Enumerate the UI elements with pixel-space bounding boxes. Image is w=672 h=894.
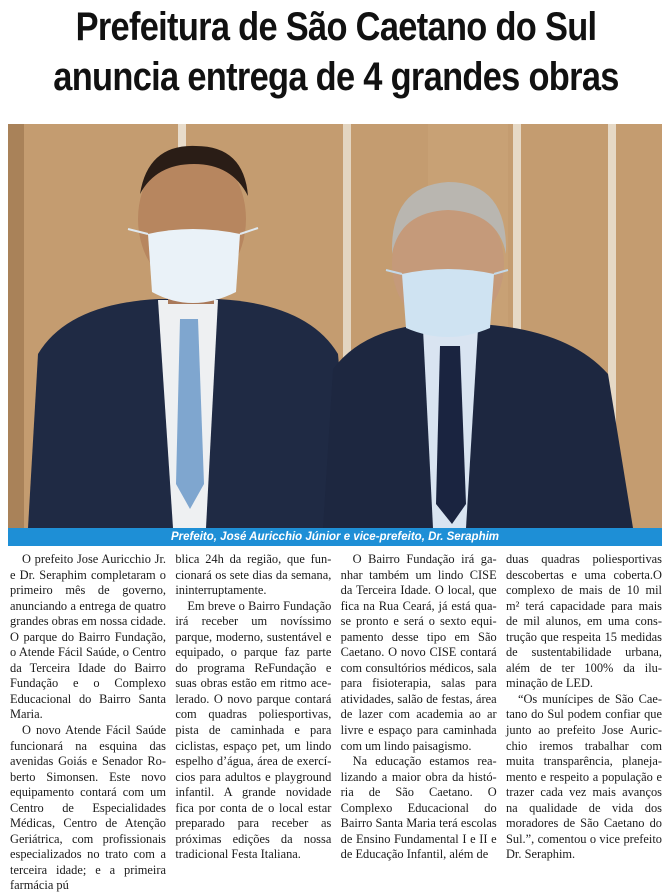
article-column-3 — [341, 552, 497, 870]
news-photo — [8, 124, 662, 528]
paragraph: blica 24h da região, que funcionará os sete dias da semana, ininterruptamente. — [175, 552, 332, 598]
paragraph: O novo Atende Fácil Saúde funcionará na esquina das avenidas Goiás e Senador Roberto Simonsen. Este novo equipamento contará com um Centro de Especialidades Médicas, Centro de Atenção Geriátrica, com profissionais especializados no trato com a terceira idade; e a primeira farmácia pú — [10, 723, 166, 893]
paragraph: O prefeito Jose Auricchio Jr. e Dr. Seraphim completaram o primeiro mês de governo, anunciando a entrega de quatro grandes obras em nossa cidade. O parque do Bairro Fundação, o Atende Fácil Saúde, o Centro da Terceira Idade do Bairro Fundação e o Complexo Educacional do Bairro Santa Maria. — [10, 552, 166, 722]
photo-two-officials-icon — [8, 124, 662, 528]
article-column-2 — [175, 552, 331, 870]
paragraph: Em breve o Bairro Fundação irá receber um novíssimo parque, moderno, sustentável e equipado, o parque faz parte do programa ReFundação e suas obras estão em ritmo acelerado. O novo parque contará com quadras poliesportivas, pista de caminhada e para ciclistas, espaço pet, um lindo espelho d’água, área de exercícios para adultos e playground infantil. A grande novidade fica por conta de o local estar preparado para receber as próximas edições da nossa tradicional Festa Italiana. — [175, 598, 332, 862]
paragraph: “Os munícipes de São Caetano do Sul podem confiar que junto ao prefeito Jose Auricchio iremos trabalhar com muita transparência, planejamento e respeito a população e trazer cada vez mais avanços na qualidade de vida dos moradores de São Caetano do Sul.”, comentou o vice prefeito Dr. Seraphim. — [505, 691, 662, 862]
article-column-1 — [10, 552, 166, 893]
paragraph: O Bairro Fundação irá ganhar também um lindo CISE da Terceira Idade. O local, que fica na Rua Ceará, já está quase pronto e será o sexto equipamento desse tipo em São Caetano. O novo CISE contará com consultórios médicos, sala para fisioterapia, salas para atividades, salão de festas, área de lazer com academia ao ar livre e espaço para caminhada com um lindo paisagismo. — [340, 552, 497, 753]
paragraph: duas quadras poliesportivas descobertas e uma coberta.O complexo de mais de 10 mil m² terá capacidade para mais de mil alunos, em uma construção que respeita 15 medidas de sustentabilidade urbana, além de ter 100% da iluminação de LED. — [505, 552, 662, 691]
article-body — [10, 552, 662, 893]
headline-line-1: Prefeitura de São Caetano do Sul — [75, 5, 597, 49]
paragraph: Na educação estamos realizando a maior obra da história de São Caetano. O Complexo Educacional do Bairro Santa Maria terá escolas de Ensino Fundamental I e II e de Educação Infantil, além de — [340, 754, 497, 862]
headline — [47, 2, 625, 102]
photo-caption: Prefeito, José Auricchio Júnior e vice-prefeito, Dr. Seraphim — [8, 528, 662, 546]
article-column-4 — [506, 552, 662, 870]
headline-line-2: anuncia entrega de 4 grandes obras — [53, 55, 619, 99]
